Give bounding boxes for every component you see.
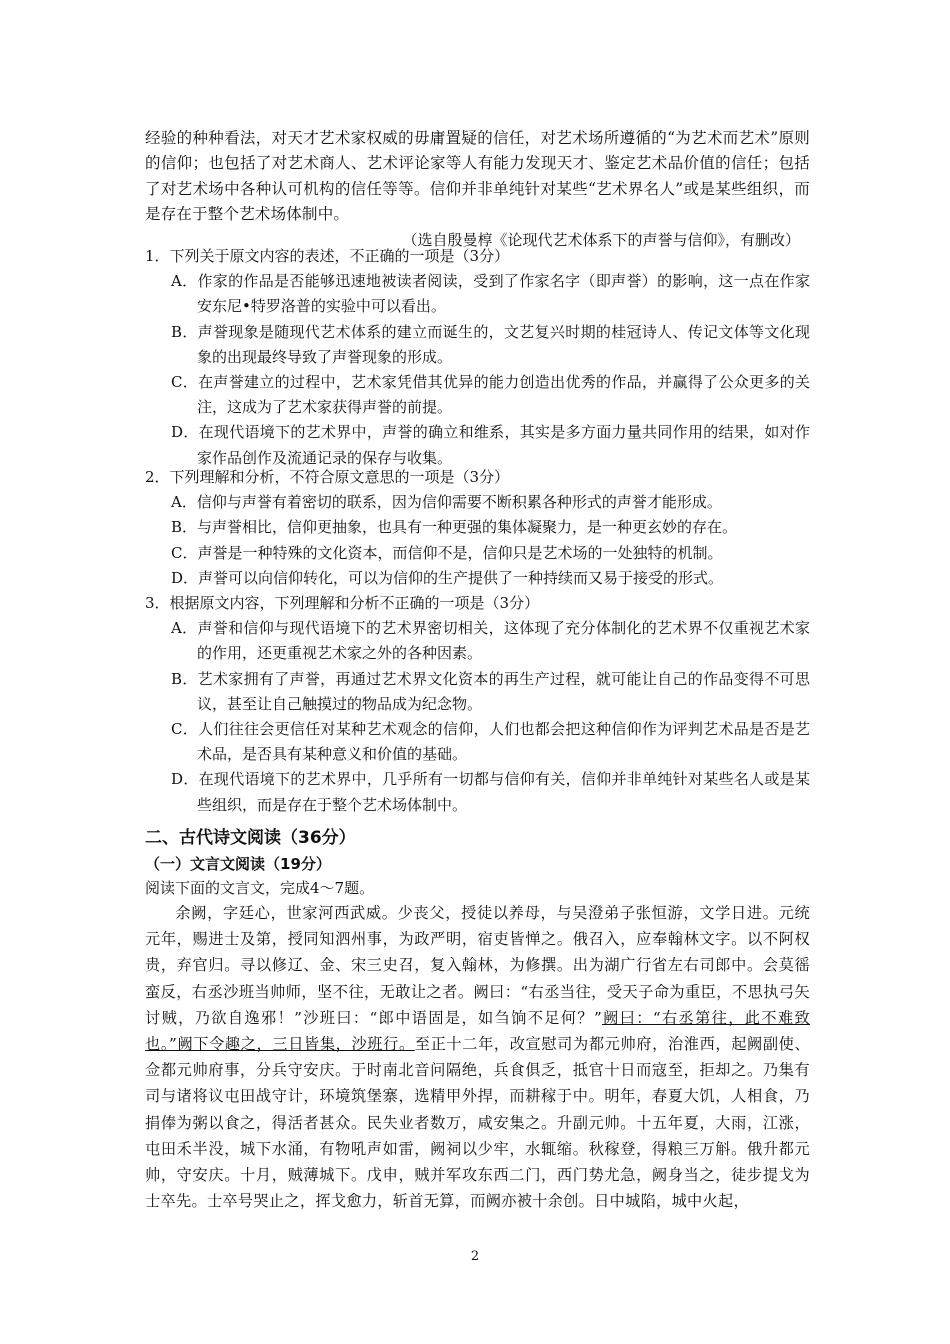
option-c: C．声誉是一种特殊的文化资本，而信仰不是，信仰只是艺术场的一处独特的机制。 xyxy=(171,543,723,562)
option-d: D．在现代语境下的艺术界中，声誉的确立和维系，其实是多方面力量共同作用的结果，如对作家作品创作及流通记录的保存与收集。 xyxy=(171,423,810,467)
passage-part-1: 余阙，字廷心，世家河西武威。少丧父，授徒以养母，与吴澄弟子张恒游，文学日进。元统元年，赐进士及第，授同知泗州事，为政严明，宿吏皆惮之。俄召入，应奉翰林文字。以不阿权贵，弃官归。寻以修辽、金、宋三史召，复入翰林，为修撰。出为湖广行省左右司郎中。会莫徭蛮反，右丞沙班当帅师，坚不往，无敢让之者。阙曰：“右丞当往，受天子命为重臣，不思执弓矢讨贼，乃欲自逸邪！”沙班曰：“郎中语固是，如刍饷不足何？” xyxy=(145,904,810,1027)
classical-section xyxy=(145,824,810,1214)
option-a: A．声誉和信仰与现代语境下的艺术界密切相关，这体现了充分体制化的艺术界不仅重视艺术家的作用，还更重视艺术家之外的各种因素。 xyxy=(171,619,810,663)
question-stem: 3．根据原文内容，下列理解和分析不正确的一项是（3分） xyxy=(145,594,540,612)
option-b: B．艺术家拥有了声誉，再通过艺术界文化资本的再生产过程，就可能让自己的作品变得不可思议，甚至让自己触摸过的物品成为纪念物。 xyxy=(171,669,810,713)
section-title: 二、古代诗文阅读（36分） xyxy=(145,828,356,848)
classical-passage xyxy=(145,900,810,1214)
page-number: 2 xyxy=(470,1249,480,1264)
question-1 xyxy=(145,244,810,471)
article-continuation xyxy=(145,126,810,252)
subsection-title: （一）文言文阅读（19分） xyxy=(145,855,331,873)
underlined-sentence: 阙曰：“右丞第往，此不难致也。”阙下令趣之，三日皆集，沙班行。 xyxy=(145,1008,810,1054)
question-stem: 2．下列理解和分析，不符合原文意思的一项是（3分） xyxy=(145,468,510,486)
option-c: C．人们往往会更信任对某种艺术观念的信仰，人们也都会把这种信仰作为评判艺术品是否是艺术品，是否具有某种意义和价值的基础。 xyxy=(171,720,810,764)
source-note: （选自殷曼椁《论现代艺术体系下的声誉与信仰》，有删改） xyxy=(402,230,800,249)
option-d: D．在现代语境下的艺术界中，几乎所有一切都与信仰有关，信仰并非单纯针对某些名人或是某些组织，而是存在于整个艺术场体制中。 xyxy=(171,770,810,814)
option-d: D．声誉可以向信仰转化，可以为信仰的生产提供了一种持续而又易于接受的形式。 xyxy=(171,568,724,587)
option-a: A．作家的作品是否能够迅速地被读者阅读，受到了作家名字（即声誉）的影响，这一点在作家安东尼•特罗洛普的实验中可以看出。 xyxy=(171,272,810,316)
question-stem: 1．下列关于原文内容的表述，不正确的一项是（3分） xyxy=(145,247,510,265)
question-3 xyxy=(145,591,810,818)
option-c: C．在声誉建立的过程中，艺术家凭借其优异的能力创造出优秀的作品，并赢得了公众更多的关注，这成为了艺术家获得声誉的前提。 xyxy=(171,373,810,417)
intro-paragraph: 经验的种种看法，对天才艺术家权威的毋庸置疑的信任，对艺术场所遵循的“为艺术而艺术”原则的信仰；也包括了对艺术商人、艺术评论家等人有能力发现天才、鉴定艺术品价值的信任；包括了对艺术场中各种认可机构的信任等等。信仰并非单纯针对某些“艺术界名人”或是某些组织，而是存在于整个艺术场体制中。 xyxy=(145,129,810,224)
option-a: A．信仰与声誉有着密切的联系，因为信仰需要不断积累各种形式的声誉才能形成。 xyxy=(171,493,722,512)
passage-part-2: 至正十二年，改宣慰司为都元帅府，治淮西，起阙副使、佥都元帅府事，分兵守安庆。于时南北音问隔绝，兵食俱乏，抵官十日而寇至，拒却之。乃集有司与诸将议屯田战守计，环境筑堡寨，选精甲外捍，而耕稼于中。明年，春夏大饥，人相食，乃捐俸为粥以食之，得活者甚众。民失业者数万，咸安集之。升副元帅。十五年夏，大雨，江涨，屯田禾半没，城下水涌，有物吼声如雷，阙祠以少牢，水辄缩。秋稼登，得粮三万斛。俄升都元帅，守安庆。十月，贼薄城下。戊申，贼并军攻东西二门，西门势尤急，阙身当之，徒步提戈为士卒先。士卒号哭止之，挥戈愈力，斩首无算，而阙亦被十余创。日中城陷，城中火起， xyxy=(145,1035,810,1211)
option-b: B．声誉现象是随现代艺术体系的建立而诞生的，文艺复兴时期的桂冠诗人、传记文体等文化现象的出现最终导致了声誉现象的形成。 xyxy=(171,322,810,366)
question-2 xyxy=(145,465,810,591)
option-b: B．与声誉相比，信仰更抽象，也具有一种更强的集体凝聚力，是一种更玄妙的存在。 xyxy=(171,518,738,537)
reading-instruction: 阅读下面的文言文，完成4～7题。 xyxy=(145,879,375,897)
